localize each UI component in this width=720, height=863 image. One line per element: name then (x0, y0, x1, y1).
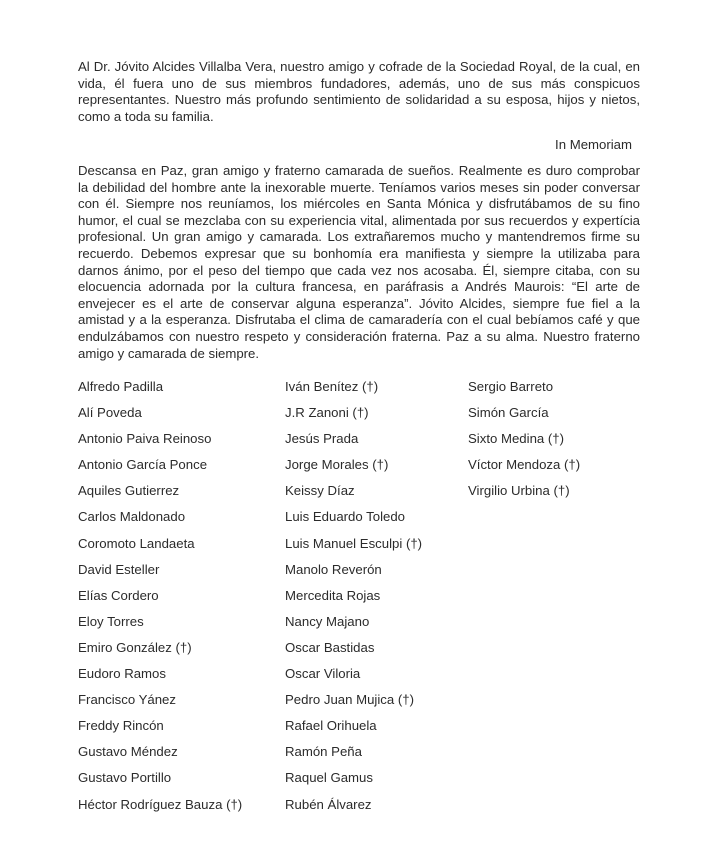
signatory-name: Virgilio Urbina (†) (468, 483, 570, 499)
signatory-name: Aquiles Gutierrez (78, 483, 180, 499)
signatory-name: Raquel Gamus (285, 770, 373, 786)
signatory-name: Iván Benítez (†) (285, 379, 379, 394)
signatory-name: Eudoro Ramos (78, 666, 166, 682)
signatory-name: Sergio Barreto (468, 379, 554, 394)
signatory-name: Eloy Torres (78, 613, 144, 629)
in-memoriam-heading: In Memoriam (555, 137, 632, 152)
signatory-name: Luis Manuel Esculpi (†) (285, 535, 423, 551)
signatory-name: Pedro Juan Mujica (†) (285, 692, 415, 708)
signatory-name: Emiro González (†) (78, 639, 192, 655)
signatory-name: Alfredo Padilla (78, 379, 164, 394)
signatory-name: Gustavo Méndez (78, 744, 178, 760)
signatory-name: Sixto Medina (†) (468, 431, 565, 447)
signatory-name: Rafael Orihuela (285, 718, 377, 734)
signatories-column-1 (78, 379, 242, 823)
signatory-name: Antonio Paiva Reinoso (78, 431, 212, 447)
signatory-name: Víctor Mendoza (†) (468, 457, 581, 473)
signatory-name: Simón García (468, 405, 549, 421)
signatory-name: Carlos Maldonado (78, 509, 186, 525)
signatory-name: Gustavo Portillo (78, 770, 172, 786)
signatory-name: Nancy Majano (285, 613, 370, 629)
dedication-paragraph: Al Dr. Jóvito Alcides Villalba Vera, nuestro amigo y cofrade de la Sociedad Royal, de la cual, en vida, él fuera uno de sus miembros fundadores, además, uno de sus más conspicuos representantes. Nuestro más profundo sentimiento de solidaridad a su esposa, hijos y nietos, como a toda su familia. (78, 59, 640, 124)
signatory-name: Luis Eduardo Toledo (285, 509, 405, 525)
signatory-name: Mercedita Rojas (285, 587, 381, 603)
signatory-name: Oscar Bastidas (285, 639, 375, 655)
signatory-name: Elías Cordero (78, 587, 159, 603)
signatory-name: Alí Poveda (78, 405, 142, 421)
signatory-name: Jesús Prada (285, 431, 359, 447)
signatory-name: Oscar Viloria (285, 666, 361, 682)
signatory-name: Manolo Reverón (285, 561, 382, 577)
signatory-name: Freddy Rincón (78, 718, 164, 734)
signatory-name: Rubén Álvarez (285, 796, 372, 812)
signatory-name: Francisco Yánez (78, 692, 176, 708)
signatory-name: Ramón Peña (285, 744, 362, 760)
signatory-name: J.R Zanoni (†) (285, 405, 369, 421)
signatory-name: Jorge Morales (†) (285, 457, 389, 473)
signatory-name: Coromoto Landaeta (78, 535, 195, 551)
signatories-column-2 (285, 379, 422, 823)
signatory-name: David Esteller (78, 561, 160, 577)
signatory-name: Keissy Díaz (285, 483, 355, 499)
signatory-name: Héctor Rodríguez Bauza (†) (78, 796, 243, 812)
memorial-body-paragraph: Descansa en Paz, gran amigo y fraterno camarada de sueños. Realmente es duro comprobar la debilidad del hombre ante la inexorable muerte. Teníamos varios meses sin poder conversar con él. Siempre nos reuníamos, los miércoles en Santa Mónica y disfrutábamos de su fino humor, el cual se mezclaba con su experiencia vital, alimentada por sus recuerdos y expertícia profesional. Un gran amigo y camarada. Los extrañaremos mucho y mantendremos firme su recuerdo. Debemos expresar que su bonhomía era manifiesta y siempre la utilizaba para darnos ánimo, por el peso del tiempo que cada vez nos acosaba. Él, siempre citaba, con su elocuencia adornada por la cultura francesa, en paráfrasis a Andrés Maurois: “El arte de envejecer es el arte de conservar alguna esperanza”. Jóvito Alcides, siempre fue fiel a la amistad y a la esperanza. Disfrutaba el clima de camaradería con el cual bebíamos café y que endulzábamos con nuestro respeto y consideración fraterna. Paz a su alma. Nuestro fraterno amigo y camarada de siempre. (78, 163, 640, 361)
signatories-column-3 (468, 379, 580, 509)
signatory-name: Antonio García Ponce (78, 457, 208, 473)
